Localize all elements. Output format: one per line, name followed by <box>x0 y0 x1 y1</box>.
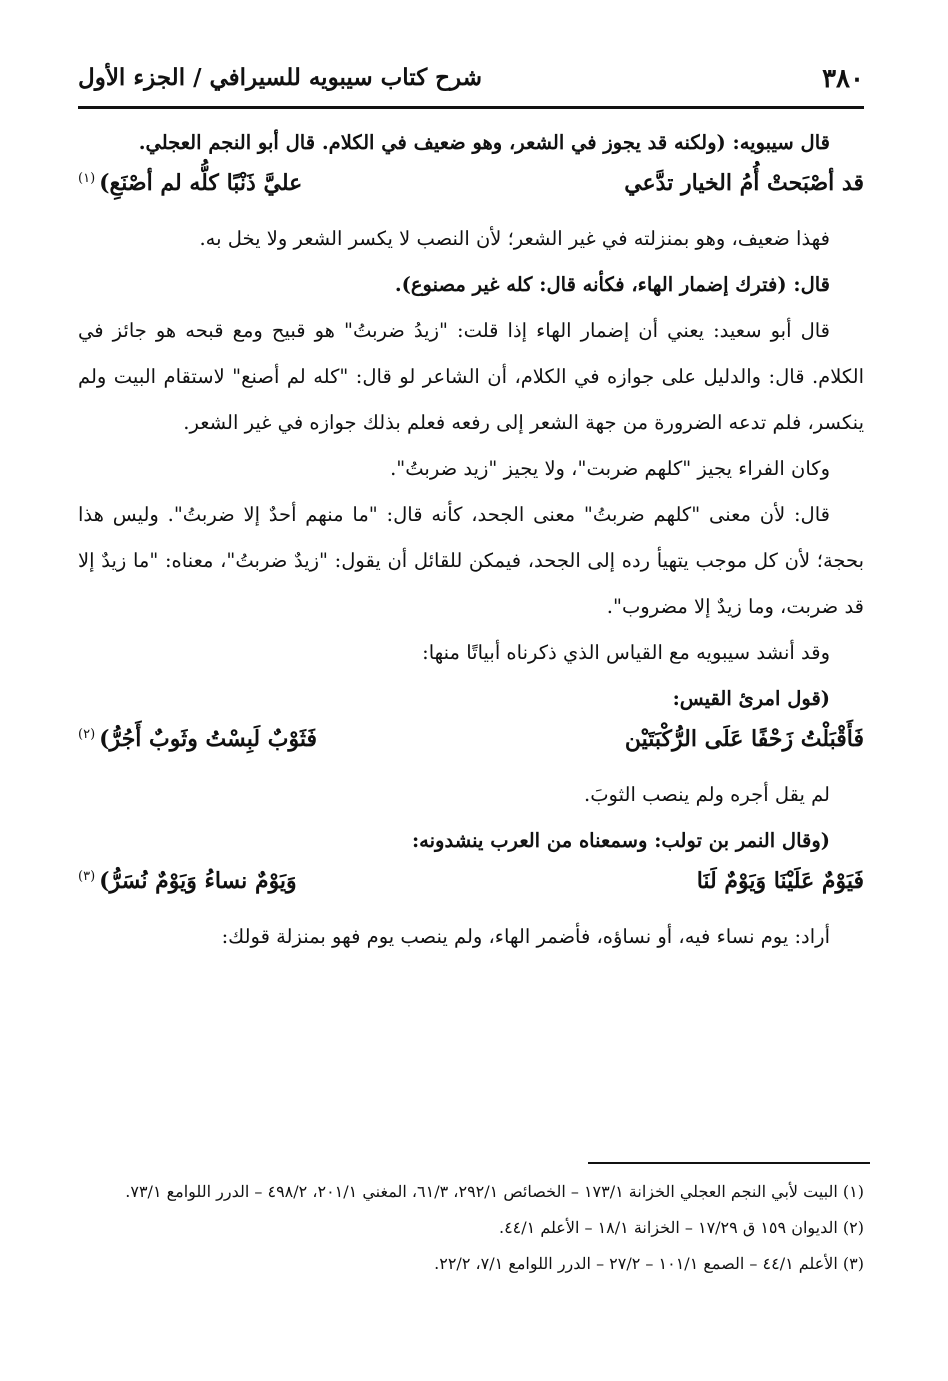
verse-imru-al-qays <box>78 722 864 772</box>
verse-first-hemistich: قد أصْبَحتْ أُمُ الخيار تدَّعي <box>624 170 864 196</box>
paragraph-quote: قال: (فترك إضمار الهاء، فكأنه قال: كله غير مصنوع). <box>394 273 830 296</box>
footnote-marker: (٣) <box>78 868 96 884</box>
footnote: (٢) الديوان ١٥٩ ق ١٧/٢٩ – الخزانة ١٨/١ – الأعلم ٤٤/١. <box>498 1218 864 1237</box>
verse-first-hemistich: فَيَوْمٌ عَلَيْنَا وَيَوْمٌ لَنَا <box>696 868 864 894</box>
paragraph-imru-al-qays: (قول امرئ القيس: <box>672 687 830 710</box>
header-rule <box>78 106 864 109</box>
paragraph-abu-said: قال أبو سعيد: يعني أن إضمار الهاء إذا قلت: "زيدُ ضربتُ" هو قبيح ومع قبحه هو جائز في الكلام. قال: والدليل على جوازه في الكلام، أن الشاعر لو قال: "كله لم أصنع" لاستقام البيت ولم ينكسر، فلم تدعه الضرورة من جهة الشعر إلى رفعه فعلم بذلك جوازه في غير الشعر. <box>78 319 864 434</box>
paragraph: وقد أنشد سيبويه مع القياس الذي ذكرناه أبياتًا منها: <box>422 641 830 664</box>
paragraph: فهذا ضعيف، وهو بمنزلته في غير الشعر؛ لأن النصب لا يكسر الشعر ولا يخل به. <box>199 227 830 250</box>
paragraph-farra: وكان الفراء يجيز "كلهم ضربت"، ولا يجيز "زيد ضربتُ". <box>390 457 830 480</box>
verse-second-hemistich: وَيَوْمٌ نساءُ وَيَوْمٌ نُسَرُّ)$^{(٣)}$ <box>78 868 297 894</box>
paragraph: أراد: يوم نساء فيه، أو نساؤه، فأضمر الهاء، ولم ينصب يوم فهو بمنزلة قولك: <box>221 925 830 948</box>
footnote-marker: (١) <box>78 170 96 186</box>
footnote: (٣) الأعلم ٤٤/١ – الصمع ١٠١/١ – ٢٧/٢ – الدرر اللوامع ٧/١، ٢٢/٢. <box>434 1254 864 1273</box>
paragraph: لم يقل أجره ولم ينصب الثوبَ. <box>584 783 830 806</box>
main-text <box>78 120 864 960</box>
verse-second-hemistich: فَثَوْبٌ لَبِسْتُ وثَوبٌ أَجُرُّ)$^{(٢)}$ <box>78 726 318 752</box>
verse-first-hemistich: فَأَقْبَلْتُ زَحْفًا عَلَى الرُّكْبَتَيْن <box>624 726 864 752</box>
footnote: (١) البيت لأبي النجم العجلي الخزانة ١٧٣/١ – الخصائص ٢٩٢/١، ٦١/٣، المغني ٢٠١/١، ٤٩٨/٢ – الدرر اللوامع ٧٣/١. <box>125 1182 864 1201</box>
verse-abu-najm <box>78 166 864 216</box>
book-title: شرح كتاب سيبويه للسيرافي / الجزء الأول <box>78 64 482 91</box>
paragraph-sibawayh-quote: قال سيبويه: (ولكنه قد يجوز في الشعر، وهو ضعيف في الكلام. قال أبو النجم العجلي. <box>138 131 830 154</box>
paragraph-namir: (وقال النمر بن تولب: وسمعناه من العرب ينشدونه: <box>411 829 830 852</box>
footnotes <box>78 1178 864 1286</box>
footnote-marker: (٢) <box>78 726 96 742</box>
paragraph: قال: لأن معنى "كلهم ضربتُ" معنى الجحد، كأنه قال: "ما منهم أحدٌ إلا ضربتُ". وليس هذا بحجة؛ لأن كل موجب يتهيأ رده إلى الجحد، فيمكن للقائل أن يقول: "زيدٌ ضربتُ"، معناه: "ما زيدٌ إلا قد ضربت، وما زيدٌ إلا مضروب". <box>78 503 864 618</box>
page-number: ٣٨٠ <box>822 64 864 94</box>
footnote-rule <box>588 1162 870 1164</box>
running-header <box>78 58 864 102</box>
verse-second-hemistich: عليَّ ذَنْبًا كلُّه لم أصْنَعِ)$^{(١)}$ <box>78 170 303 196</box>
verse-namir <box>78 864 864 914</box>
